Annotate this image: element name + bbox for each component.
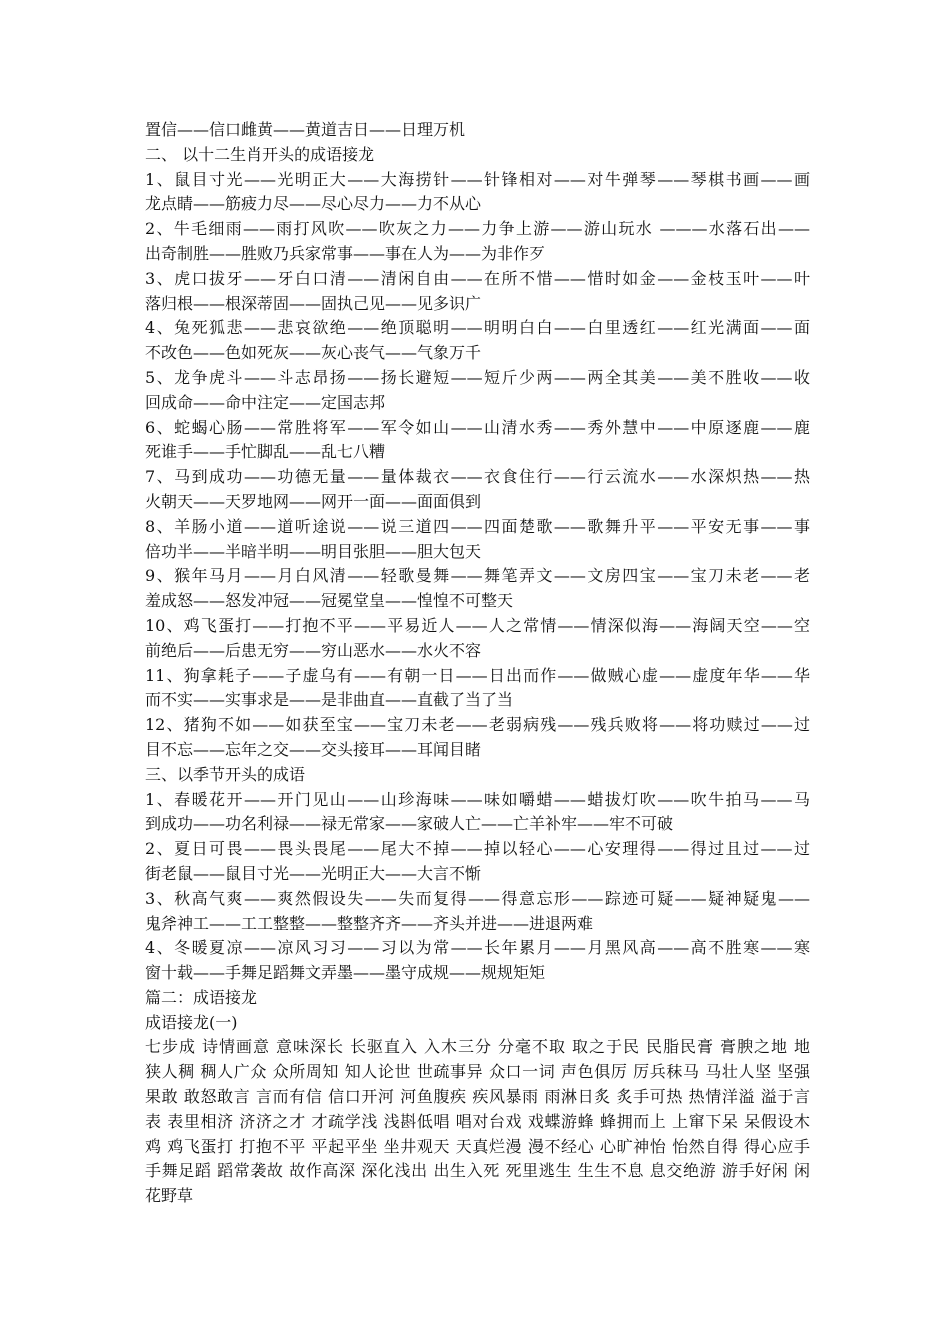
- text-line: 2、夏日可畏——畏头畏尾——尾大不掉——掉以轻心——心安理得——得过且过——过: [145, 839, 810, 859]
- text-line: 街老鼠——鼠目寸光——光明正大——大言不惭: [145, 863, 482, 883]
- section-heading: 三、以季节开头的成语: [145, 764, 306, 784]
- text-line: 落归根——根深蒂固——固执己见——见多识广: [145, 293, 482, 313]
- text-line: 2、牛毛细雨——雨打风吹——吹灰之力——力争上游——游山玩水 ———水落石出——: [145, 219, 810, 239]
- text-line: 4、兔死狐悲——悲哀欲绝——绝顶聪明——明明白白——白里透红——红光满面——面: [145, 318, 810, 338]
- text-line: 8、羊肠小道——道听途说——说三道四——四面楚歌——歌舞升平——平安无事——事: [145, 516, 810, 536]
- text-line: 置信——信口雌黄——黄道吉日——日理万机: [145, 120, 466, 139]
- text-line: 七步成 诗情画意 意味深长 长驱直入 入木三分 分毫不取 取之于民 民脂民膏 膏腴之地 地: [145, 1037, 810, 1057]
- text-line: 火朝天——天罗地网——网开一面——面面俱到: [145, 491, 482, 511]
- text-line: 1、鼠目寸光——光明正大——大海捞针——针锋相对——对牛弹琴——琴棋书画——画: [145, 169, 810, 189]
- text-line: 前绝后——后患无穷——穷山恶水——水火不容: [145, 640, 482, 660]
- text-line: 窗十载——手舞足蹈舞文弄墨——墨守成规——规规矩矩: [145, 963, 546, 983]
- text-line: 目不忘——忘年之交——交头接耳——耳闻目睹: [145, 739, 482, 759]
- text-line: 羞成怒——怒发冲冠——冠冕堂皇——惶惶不可整天: [145, 591, 514, 611]
- text-line: 表 表里相济 济济之才 才疏学浅 浅斟低唱 唱对台戏 戏蝶游蜂 蜂拥而上 上窜下呆 呆假设木: [145, 1111, 810, 1131]
- text-line: 10、鸡飞蛋打——打抱不平——平易近人——人之常情——情深似海——海阔天空——空: [145, 615, 810, 635]
- text-line: 9、猴年马月——月白风清——轻歌曼舞——舞笔弄文——文房四宝——宝刀未老——老: [145, 566, 810, 586]
- text-line: 5、龙争虎斗——斗志昂扬——扬长避短——短斤少两——两全其美——美不胜收——收: [145, 367, 810, 387]
- text-line: 7、马到成功——功德无量——量体裁衣——衣食住行——行云流水——水深炽热——热: [145, 467, 810, 487]
- text-line: 花野草: [145, 1186, 194, 1206]
- chapter-heading: 篇二：成语接龙: [145, 987, 258, 1007]
- text-line: 11、狗拿耗子——子虚乌有——有朝一日——日出而作——做贼心虚——虚度年华——华: [145, 665, 810, 685]
- text-line: 鸡 鸡飞蛋打 打抱不平 平起平坐 坐井观天 天真烂漫 漫不经心 心旷神怡 怡然自得 得心应手: [145, 1136, 810, 1156]
- text-line: 狭人稠 稠人广众 众所周知 知人论世 世疏事异 众口一词 声色俱厉 厉兵秣马 马壮人坚 坚强: [145, 1062, 810, 1082]
- text-line: 出奇制胜——胜败乃兵家常事——事在人为——为非作歹: [145, 243, 546, 263]
- text-line: 6、蛇蝎心肠——常胜将军——军令如山——山清水秀——秀外慧中——中原逐鹿——鹿: [145, 417, 810, 437]
- section-heading: 二、 以十二生肖开头的成语接龙: [145, 144, 375, 164]
- text-line: 倍功半——半暗半明——明目张胆——胆大包天: [145, 541, 482, 561]
- text-line: 到成功——功名利禄——禄无常家——家破人亡——亡羊补牢——牢不可破: [145, 814, 674, 834]
- text-line: 1、春暖花开——开门见山——山珍海味——味如嚼蜡——蜡拔灯吹——吹牛拍马——马: [145, 789, 810, 809]
- text-line: 3、秋高气爽——爽然假设失——失而复得——得意忘形——踪迹可疑——疑神疑鬼——: [145, 888, 810, 908]
- text-line: 龙点睛——筋疲力尽——尽心尽力——力不从心: [145, 194, 482, 214]
- text-line: 回成命——命中注定——定国志邦: [145, 392, 386, 412]
- text-line: 手舞足蹈 蹈常袭故 故作高深 深化浅出 出生入死 死里逃生 生生不息 息交绝游 游手好闲 闲: [145, 1161, 810, 1181]
- text-line: 而不实——实事求是——是非曲直——直截了当了当: [145, 690, 514, 710]
- text-line: 死谁手——手忙脚乱——乱七八糟: [145, 442, 386, 462]
- text-line: 3、虎口拔牙——牙白口清——清闲自由——在所不惜——惜时如金——金枝玉叶——叶: [145, 268, 810, 288]
- text-line: 4、冬暖夏凉——凉风习习——习以为常——长年累月——月黑风高——高不胜寒——寒: [145, 938, 810, 958]
- document-body: [145, 118, 810, 1209]
- text-line: 不改色——色如死灰——灰心丧气——气象万千: [145, 343, 482, 363]
- text-line: 鬼斧神工——工工整整——整整齐齐——齐头并进——进退两难: [145, 913, 594, 933]
- section-heading: 成语接龙(一): [145, 1012, 238, 1032]
- text-line: 果敢 敢怒敢言 言而有信 信口开河 河鱼腹疾 疾风暴雨 雨淋日炙 炙手可热 热情洋溢 溢于言: [145, 1087, 810, 1107]
- text-line: 12、猪狗不如——如获至宝——宝刀未老——老弱病残——残兵败将——将功赎过——过: [145, 715, 810, 735]
